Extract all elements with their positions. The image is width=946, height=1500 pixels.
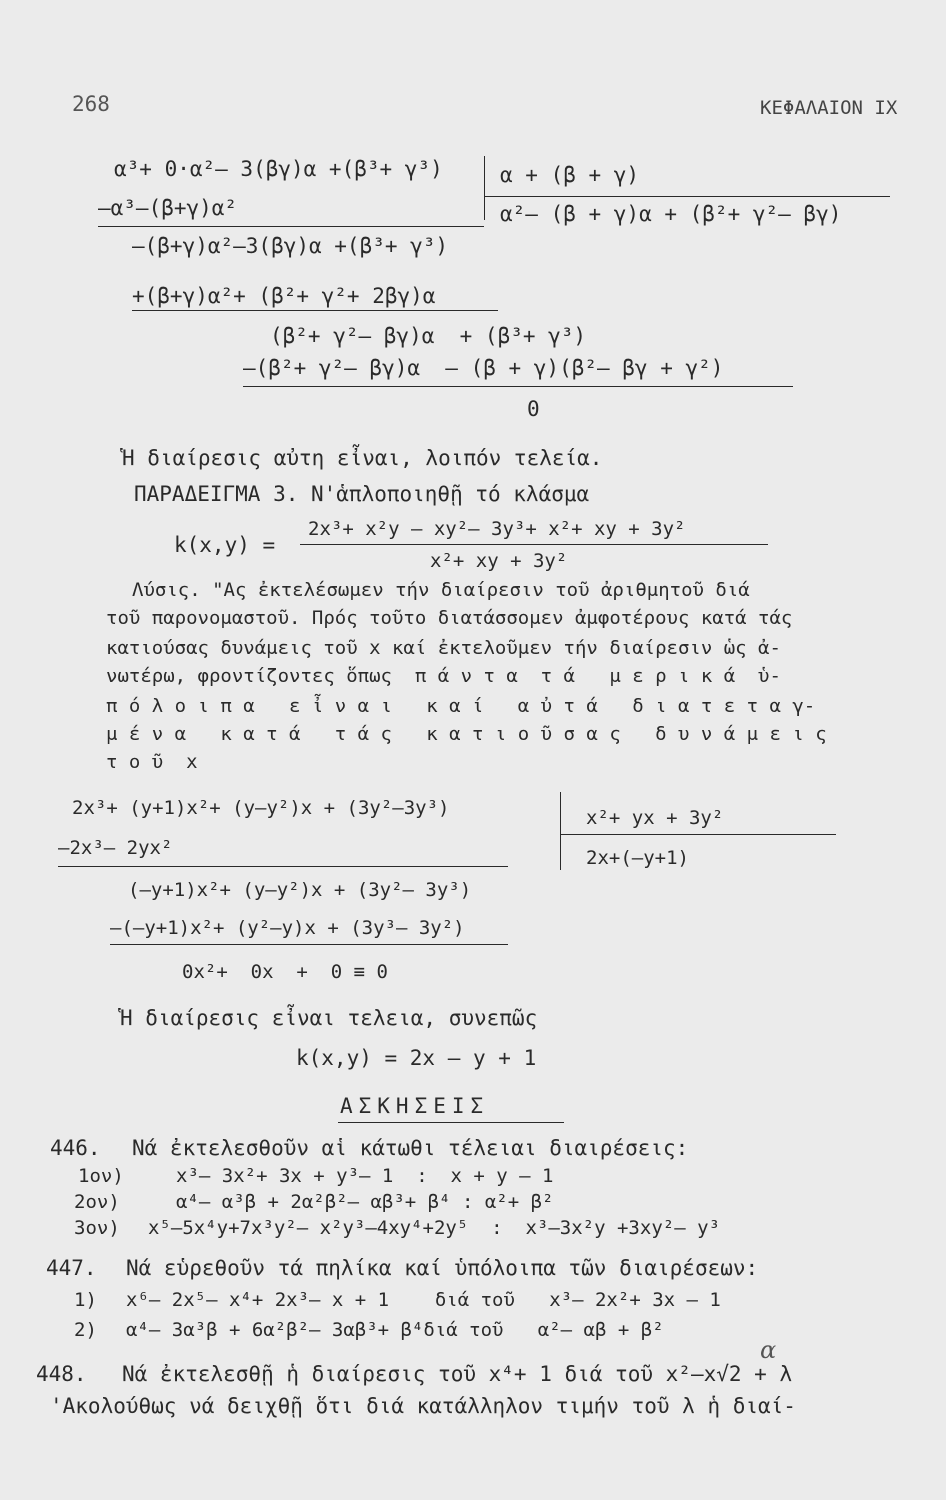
division2-step-2: (–y+1)x²+ (y–y²)x + (3y²– 3y³) (128, 879, 472, 901)
exercise-446-2-text: α⁴– α³β + 2α²β²– αβ³+ β⁴ : α²+ β² (176, 1191, 554, 1213)
example-title: ΠΑΡΑΔΕΙΓΜΑ 3. Ν'ἁπλοποιηθῇ τό κλάσμα (134, 482, 590, 506)
division1-remainder: 0 (527, 397, 540, 421)
division1-quotient: α²– (β + γ)α + (β²+ γ²– βγ) (500, 202, 842, 226)
exercise-446-3-text: x⁵–5x⁴y+7x³y²– x²y³–4xy⁴+2y⁵ : x³–3x²y +3xy²– y³ (148, 1217, 720, 1239)
conclusion-text-1: Ἡ διαίρεσις αὐτη εἶναι, λοιπόν τελεία. (122, 446, 603, 470)
fraction-lhs: k(x,y) = (174, 533, 276, 557)
fraction-numerator: 2x³+ x²y – xy²– 3y³+ x²+ xy + 3y² (308, 518, 686, 540)
division1-step-1: –α³–(β+γ)α² (98, 196, 238, 220)
solution-line-2: τοῦ παρονομαστοῦ. Πρός τοῦτο διατάσσομεν ἀμφοτέρους κατά τάς (106, 607, 793, 629)
division2-dividend: 2x³+ (y+1)x²+ (y–y²)x + (3y²–3y³) (72, 797, 450, 819)
division1-vertical-bar (484, 156, 485, 220)
solution-line-1: Λύσις. "Ας ἐκτελέσωμεν τήν διαίρεσιν τοῦ ἀριθμητοῦ διά (132, 579, 750, 601)
solution-line-6: μ έ ν α κ α τ ά τ ά ς κ α τ ι ο ῦ σ α ς δ υ ν ά μ ε ι ς (106, 723, 827, 745)
conclusion-text-2: Ἡ διαίρεσις εἶναι τελεια, συνεπῶς (120, 1006, 538, 1030)
solution-line-4: νωτέρω, φροντίζοντες ὅπως π ά ν τ α τ ά μ ε ρ ι κ ά ὑ- (106, 665, 781, 687)
exercise-447-2-text: α⁴– 3α³β + 6α²β²– 3αβ³+ β⁴διά τοῦ α²– αβ + β² (126, 1319, 664, 1341)
exercise-447-number: 447. (46, 1256, 97, 1280)
solution-line-3: κατιούσας δυνάμεις τοῦ x καί ἐκτελοῦμεν τήν διαίρεσιν ὡς ἀ- (106, 637, 781, 659)
division1-rule-3 (243, 386, 793, 387)
exercise-446-text: Νά ἐκτελεσθοῦν αἱ κάτωθι τέλειαι διαιρέσεις: (132, 1136, 689, 1160)
division2-rule-2 (110, 944, 508, 945)
chapter-title: ΚΕΦΑΛΑΙΟΝ IX (760, 97, 898, 119)
division1-divisor: α + (β + γ) (500, 163, 640, 187)
division1-dividend: α³+ 0·α²– 3(βγ)α +(β³+ γ³) (114, 157, 443, 181)
exercise-448-continuation: 'Ακολούθως νά δειχθῇ ὅτι διά κατάλληλον τιμήν τοῦ λ ἡ διαί- (50, 1394, 796, 1418)
solution-line-7: τ ο ῦ x (106, 751, 198, 773)
division2-step-1: –2x³– 2yx² (58, 837, 173, 859)
division1-step-5: –(β²+ γ²– βγ)α – (β + γ)(β²– βγ + γ²) (243, 356, 724, 380)
division2-step-3: –(–y+1)x²+ (y²–y)x + (3y³– 3y²) (110, 917, 465, 939)
division2-divisor: x²+ yx + 3y² (586, 807, 724, 829)
exercise-446-number: 446. (50, 1136, 101, 1160)
page-number: 268 (72, 92, 110, 116)
solution-line-5: π ό λ ο ι π α ε ἶ ν α ι κ α ί α ὐ τ ά δ ι α τ ε τ α γ- (106, 695, 816, 717)
division2-vertical-bar (560, 792, 561, 870)
division1-divisor-rule (484, 196, 890, 197)
exercise-448-number: 448. (36, 1362, 87, 1386)
division1-step-3: +(β+γ)α²+ (β²+ γ²+ 2βγ)α (132, 284, 436, 308)
exercises-heading: ΑΣΚΗΣΕΙΣ (340, 1094, 490, 1118)
exercise-448-text: Νά ἐκτελεσθῇ ἡ διαίρεσις τοῦ x⁴+ 1 διά τοῦ x²–x√2 + λ (122, 1362, 793, 1386)
exercises-heading-underline (338, 1122, 564, 1123)
division1-step-2: –(β+γ)α²–3(βγ)α +(β³+ γ³) (132, 234, 449, 258)
division2-remainder: 0x²+ 0x + 0 ≡ 0 (182, 961, 388, 983)
exercise-446-1-text: x³– 3x²+ 3x + y³– 1 : x + y – 1 (176, 1165, 554, 1187)
handwritten-margin-note: α (760, 1336, 777, 1364)
division2-divisor-rule (560, 834, 836, 835)
division2-quotient: 2x+(–y+1) (586, 847, 689, 869)
fraction-denominator: x²+ xy + 3y² (430, 550, 568, 572)
exercise-447-1-text: x⁶– 2x⁵– x⁴+ 2x³– x + 1 διά τοῦ x³– 2x²+ 3x – 1 (126, 1289, 721, 1311)
exercise-446-2-number: 2ον) (74, 1191, 120, 1213)
division1-step-4: (β²+ γ²– βγ)α + (β³+ γ³) (270, 324, 587, 348)
exercise-447-1-number: 1) (74, 1289, 97, 1311)
exercise-446-1-number: 1ον) (78, 1165, 124, 1187)
simplified-result: k(x,y) = 2x – y + 1 (296, 1046, 537, 1070)
division1-rule-1 (98, 226, 484, 227)
fraction-bar (300, 544, 768, 545)
division1-rule-2 (132, 310, 498, 311)
exercise-447-2-number: 2) (74, 1319, 97, 1341)
division2-rule-1 (58, 866, 508, 867)
exercise-446-3-number: 3ον) (74, 1217, 120, 1239)
exercise-447-text: Νά εὑρεθοῦν τά πηλίκα καί ὑπόλοιπα τῶν διαιρέσεων: (126, 1256, 759, 1280)
